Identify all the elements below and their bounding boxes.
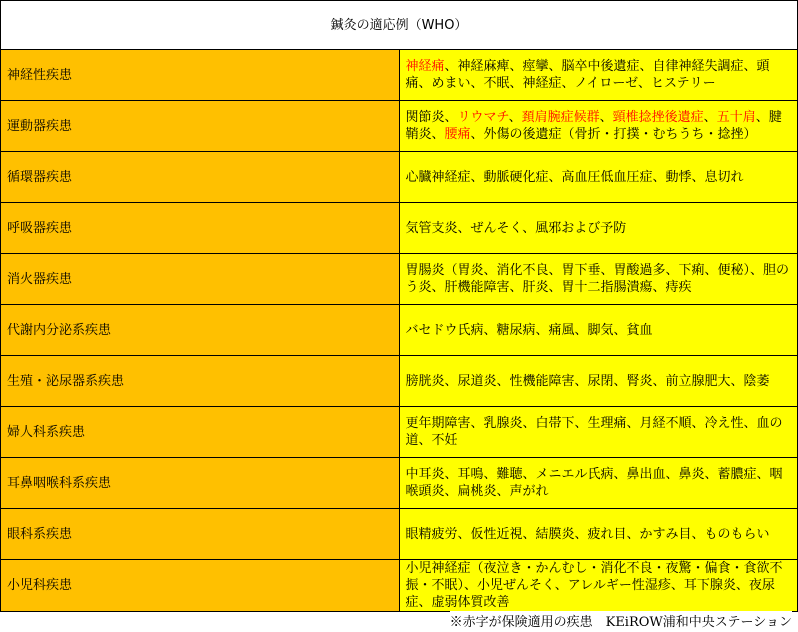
condition-text: バセドウ氏病、糖尿病、痛風、脚気、貧血 <box>405 322 653 338</box>
table-row <box>1 203 798 254</box>
description-cell <box>399 101 798 152</box>
category-cell: 循環器疾患 <box>1 152 400 203</box>
table-row <box>1 152 798 203</box>
table-row <box>1 356 798 407</box>
insured-condition-text: 頚肩腕症候群 <box>521 110 600 125</box>
insured-condition-text: 神経痛 <box>405 59 445 74</box>
condition-text: 更年期障害、乳腺炎、白帯下、生理痛、月経不順、冷え性、血の道、不妊 <box>405 416 783 448</box>
condition-text: 気管支炎、ぜんそく、風邪および予防 <box>405 220 627 236</box>
condition-text: 胃腸炎（胃炎、消化不良、胃下垂、胃酸過多、下痢、便秘）、胆のう炎、肝機能障害、肝炎、胃十二指腸潰瘍、痔疾 <box>405 263 790 295</box>
description-cell <box>399 152 798 203</box>
category-cell: 神経性疾患 <box>1 50 400 101</box>
description-cell <box>399 509 798 560</box>
condition-text: 、 <box>508 110 522 125</box>
category-cell: 眼科系疾患 <box>1 509 400 560</box>
condition-text: 中耳炎、耳鳴、難聴、メニエル氏病、鼻出血、鼻炎、蓄膿症、咽喉頭炎、扁桃炎、声がれ <box>405 467 783 499</box>
category-cell: 運動器疾患 <box>1 101 400 152</box>
category-cell: 代謝内分泌系疾患 <box>1 305 400 356</box>
condition-text: 、 <box>703 110 717 125</box>
table-row <box>1 407 798 458</box>
condition-text: 、神経麻痺、痙攣、脳卒中後遺症、自律神経失調症、頭痛、めまい、不眠、神経症、ノイローゼ、ヒステリー <box>405 59 770 91</box>
condition-text: 膀胱炎、尿道炎、性機能障害、尿閉、腎炎、前立腺肥大、陰萎 <box>405 373 770 389</box>
description-cell <box>399 407 798 458</box>
condition-text: 心臓神経症、動脈硬化症、高血圧低血圧症、動悸、息切れ <box>405 169 744 185</box>
table-row <box>1 458 798 509</box>
condition-text: 、外傷の後遺症（骨折・打撲・むちうち・捻挫） <box>470 127 757 142</box>
table-row <box>1 254 798 305</box>
description-cell <box>399 203 798 254</box>
table-row <box>1 305 798 356</box>
table-title: 鍼灸の適応例（WHO） <box>1 1 798 50</box>
condition-text: 関節炎、 <box>405 110 458 125</box>
insured-condition-text: 五十肩 <box>716 110 756 125</box>
description-cell <box>399 458 798 509</box>
category-cell: 小児科疾患 <box>1 560 400 612</box>
description-cell <box>399 305 798 356</box>
insured-condition-text: リウマチ <box>457 110 509 125</box>
title-row <box>1 1 798 50</box>
category-cell: 耳鼻咽喉科系疾患 <box>1 458 400 509</box>
table-row <box>1 50 798 101</box>
category-cell: 消火器疾患 <box>1 254 400 305</box>
category-cell: 婦人科系疾患 <box>1 407 400 458</box>
condition-text: 、 <box>599 110 613 125</box>
condition-text: 小児神経症（夜泣き・かんむし・消化不良・夜驚・偏食・食欲不振・不眠）、小児ぜんそく、アレルギー性湿疹、耳下腺炎、夜尿症、虚弱体質改善 <box>405 561 783 610</box>
description-cell <box>399 50 798 101</box>
table-row <box>1 101 798 152</box>
insured-condition-text: 頸椎捻挫後遺症 <box>612 110 704 125</box>
condition-text: 眼精疲労、仮性近視、結膜炎、疲れ目、かすみ目、ものもらい <box>405 526 770 542</box>
insured-condition-text: 腰痛 <box>444 127 471 142</box>
description-cell <box>399 254 798 305</box>
category-cell: 呼吸器疾患 <box>1 203 400 254</box>
description-cell <box>399 560 798 612</box>
condition-text: 、腱鞘炎、 <box>405 110 782 142</box>
category-cell: 生殖・泌尿器系疾患 <box>1 356 400 407</box>
table-row <box>1 560 798 612</box>
description-cell <box>399 356 798 407</box>
footer-note: ※赤字が保険適用の疾患 KEiROW浦和中央ステーション <box>450 611 792 630</box>
table-row <box>1 509 798 560</box>
